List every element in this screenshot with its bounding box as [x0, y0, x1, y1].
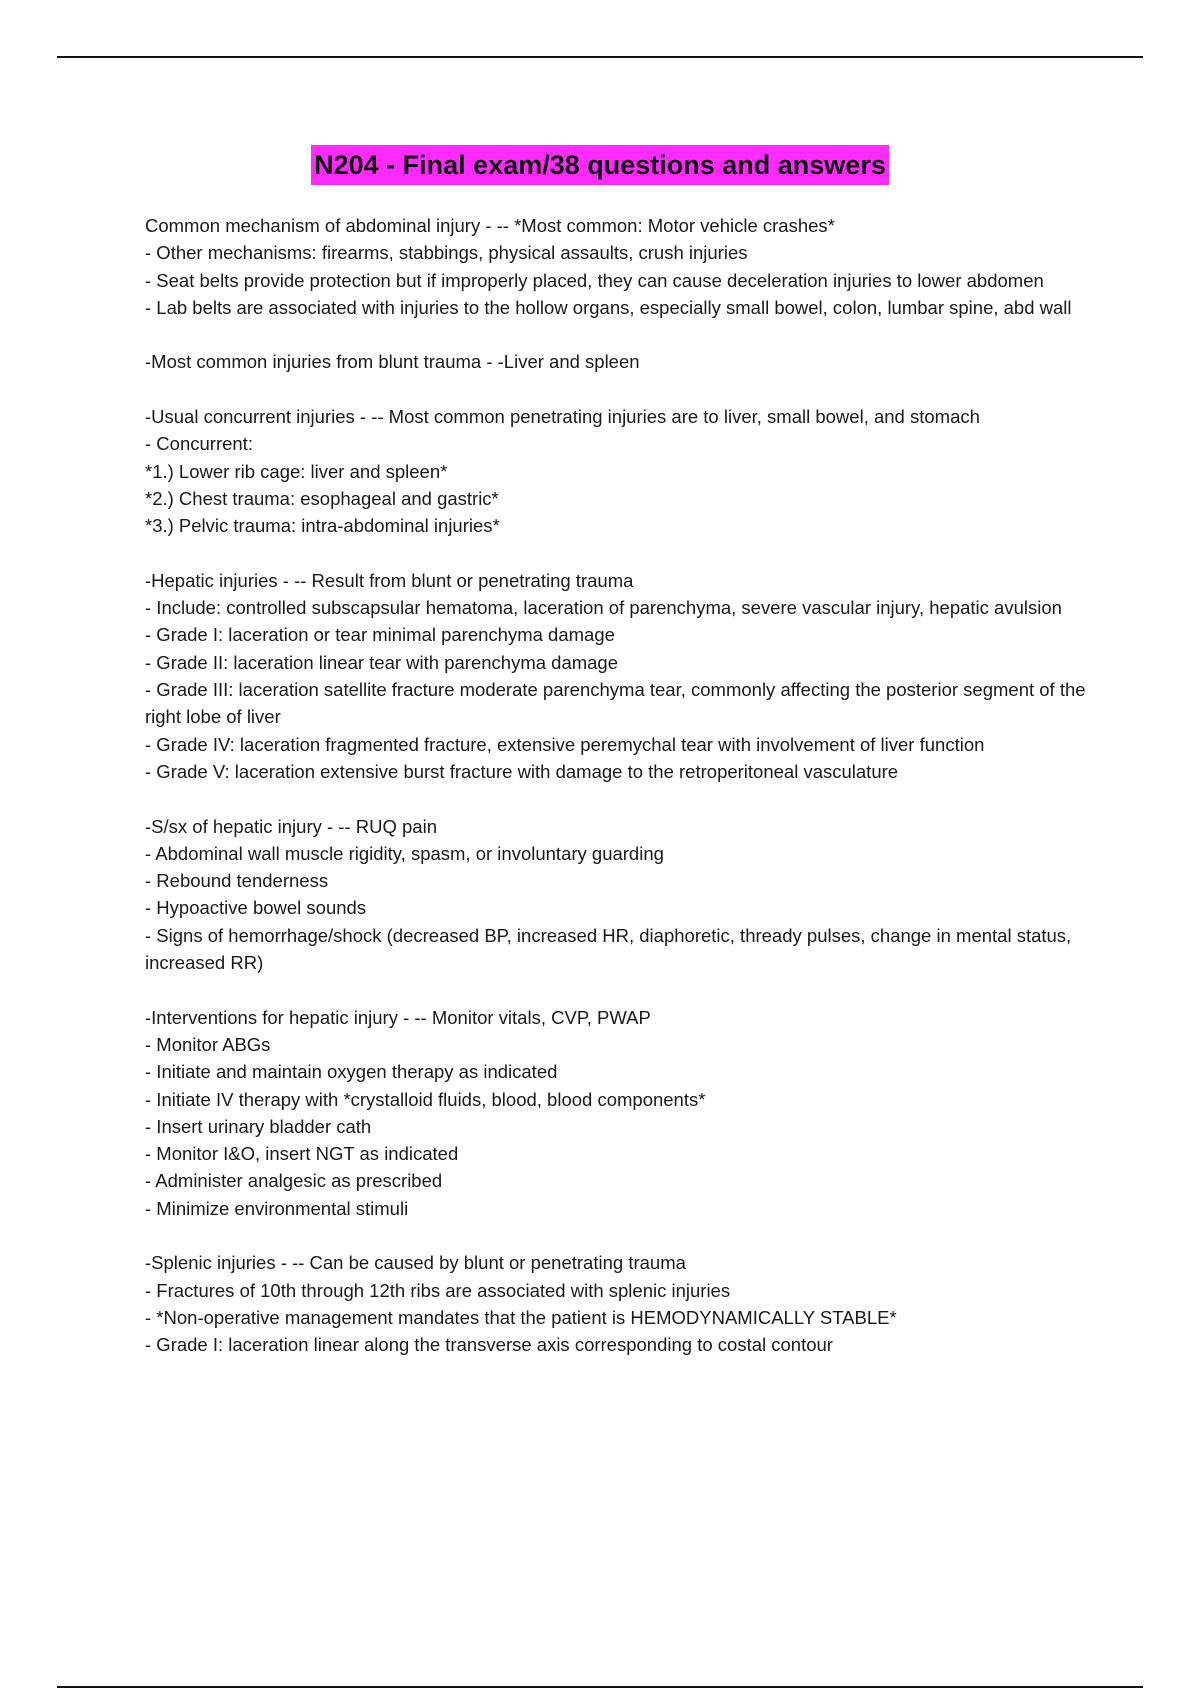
text-line: - Seat belts provide protection but if improperly placed, they can cause deceleration injuries to lower abdomen	[145, 269, 1044, 291]
text-line: - Grade I: laceration or tear minimal parenchyma damage	[145, 624, 615, 646]
text-line: - Signs of hemorrhage/shock (decreased BP, increased HR, diaphoretic, thready pulses, change in mental status, increased RR)	[145, 924, 1072, 974]
text-line: - Include: controlled subscapsular hematoma, laceration of parenchyma, severe vascular injury, hepatic avulsion	[145, 597, 1062, 619]
text-line: - Other mechanisms: firearms, stabbings, physical assaults, crush injuries	[145, 242, 748, 264]
text-line: - Monitor I&O, insert NGT as indicated	[145, 1143, 459, 1165]
text-line: *2.) Chest trauma: esophageal and gastric*	[145, 487, 499, 509]
document-body	[145, 212, 1095, 1386]
text-line: - Grade V: laceration extensive burst fracture with damage to the retroperitoneal vasculature	[145, 760, 899, 782]
text-line: *1.) Lower rib cage: liver and spleen*	[145, 460, 448, 482]
text-line: -Most common injuries from blunt trauma - -Liver and spleen	[145, 351, 640, 373]
text-line: - Hypoactive bowel sounds	[145, 897, 367, 919]
page-title: N204 - Final exam/38 questions and answers	[311, 145, 889, 185]
text-line: -Splenic injuries - -- Can be caused by blunt or penetrating trauma	[145, 1252, 686, 1274]
bottom-divider	[57, 1686, 1143, 1688]
text-line: - Concurrent:	[145, 433, 253, 455]
text-line: - Grade I: laceration linear along the transverse axis corresponding to costal contour	[145, 1334, 833, 1356]
text-line: - *Non-operative management mandates that the patient is HEMODYNAMICALLY STABLE*	[145, 1306, 897, 1328]
text-line: - Abdominal wall muscle rigidity, spasm, or involuntary guarding	[145, 842, 664, 864]
text-line: -Interventions for hepatic injury - -- Monitor vitals, CVP, PWAP	[145, 1006, 651, 1028]
text-line: - Grade II: laceration linear tear with parenchyma damage	[145, 651, 619, 673]
section	[145, 348, 1095, 375]
top-divider	[57, 56, 1143, 58]
section	[145, 813, 1095, 977]
text-line: -Usual concurrent injuries - -- Most common penetrating injuries are to liver, small bowel, and stomach	[145, 406, 980, 428]
text-line: -S/sx of hepatic injury - -- RUQ pain	[145, 815, 437, 837]
text-line: - Fractures of 10th through 12th ribs are associated with splenic injuries	[145, 1279, 731, 1301]
text-line: - Administer analgesic as prescribed	[145, 1170, 443, 1192]
section	[145, 212, 1095, 321]
section	[145, 1004, 1095, 1222]
text-line: - Monitor ABGs	[145, 1033, 271, 1055]
section	[145, 1249, 1095, 1358]
text-line: - Grade III: laceration satellite fracture moderate parenchyma tear, commonly affecting the posterior segment of the right lobe of liver	[145, 679, 1086, 728]
text-line: -Hepatic injuries - -- Result from blunt or penetrating trauma	[145, 569, 634, 591]
text-line: - Grade IV: laceration fragmented fracture, extensive peremychal tear with involvement of liver function	[145, 733, 985, 755]
text-line: - Minimize environmental stimuli	[145, 1197, 409, 1219]
text-line: - Insert urinary bladder cath	[145, 1115, 372, 1137]
text-line: - Lab belts are associated with injuries to the hollow organs, especially small bowel, colon, lumbar spine, abd wall	[145, 296, 1072, 318]
section	[145, 567, 1095, 785]
text-line: - Initiate and maintain oxygen therapy as indicated	[145, 1061, 558, 1083]
text-line: Common mechanism of abdominal injury - -- *Most common: Motor vehicle crashes*	[145, 215, 835, 236]
text-line: - Rebound tenderness	[145, 870, 329, 892]
section	[145, 403, 1095, 539]
title-container	[0, 145, 1200, 185]
text-line: - Initiate IV therapy with *crystalloid fluids, blood, blood components*	[145, 1088, 706, 1110]
text-line: *3.) Pelvic trauma: intra-abdominal injuries*	[145, 515, 500, 537]
